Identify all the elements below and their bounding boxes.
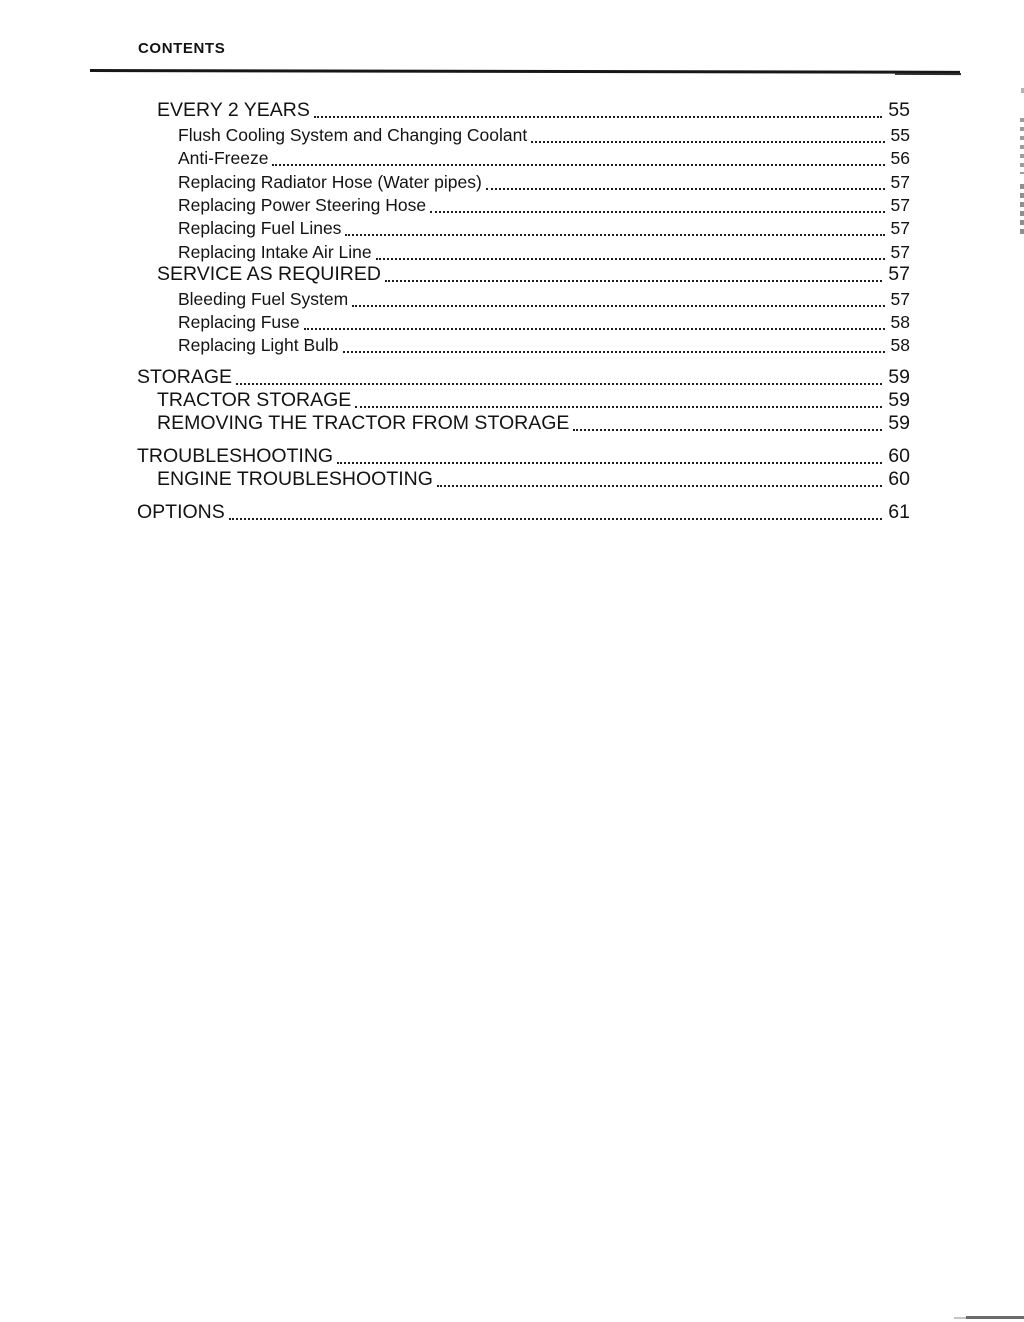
toc-entry: [137, 239, 910, 262]
toc-entry-page: 60: [888, 444, 910, 467]
toc-entry-page: 58: [890, 311, 910, 332]
toc-entry: [137, 500, 910, 523]
toc-leader-dots: [355, 406, 882, 408]
toc-entry-label: EVERY 2 YEARS: [157, 99, 310, 122]
toc-entry: [137, 286, 910, 309]
toc-entry-label: ENGINE TROUBLESHOOTING: [157, 468, 433, 491]
scan-artifact-corner-line: [966, 1316, 1024, 1319]
header-divider-line-end: [895, 73, 961, 75]
toc-entry: [137, 333, 910, 356]
toc-entry-label: Replacing Fuel Lines: [178, 218, 342, 239]
toc-leader-dots: [229, 518, 883, 520]
toc-entry-label: Replacing Intake Air Line: [178, 241, 372, 262]
toc-entry-label: Replacing Radiator Hose (Water pipes): [178, 171, 482, 192]
toc-entry-page: 59: [888, 389, 910, 412]
toc-entry-page: 57: [890, 171, 910, 192]
toc-entry: [137, 444, 910, 467]
toc-leader-dots: [304, 328, 885, 330]
toc-leader-dots: [430, 211, 884, 213]
toc-entry: [137, 146, 910, 169]
toc-entry-page: 59: [888, 365, 910, 388]
toc-leader-dots: [314, 116, 882, 118]
toc-leader-dots: [486, 188, 885, 190]
header-divider-line: [90, 69, 960, 74]
toc-entry-label: Flush Cooling System and Changing Coolant: [178, 124, 528, 145]
toc-leader-dots: [385, 280, 882, 282]
toc-entry-page: 55: [890, 124, 910, 145]
toc-entry-label: STORAGE: [137, 365, 232, 388]
toc-entry-label: Replacing Fuse: [178, 311, 300, 332]
toc-entry-page: 58: [890, 335, 910, 356]
toc-entry-label: Replacing Power Steering Hose: [178, 194, 427, 215]
toc-entry-page: 59: [888, 412, 910, 435]
toc-leader-dots: [531, 141, 884, 143]
toc-entry: [137, 216, 910, 239]
toc-entry-label: TRACTOR STORAGE: [157, 389, 352, 412]
toc-entry: [137, 99, 910, 122]
toc-entry: [137, 263, 910, 286]
toc-entry-label: Bleeding Fuel System: [178, 288, 349, 309]
toc-entry-page: 61: [888, 500, 910, 523]
scan-artifact-edge-strip: [1020, 118, 1024, 174]
toc-entry-label: Anti-Freeze: [178, 148, 269, 169]
toc-leader-dots: [437, 485, 882, 487]
toc-entry-label: SERVICE AS REQUIRED: [157, 263, 381, 286]
toc-entry-label: Replacing Light Bulb: [178, 335, 339, 356]
toc-entry-label: REMOVING THE TRACTOR FROM STORAGE: [157, 412, 570, 435]
toc-leader-dots: [345, 234, 884, 236]
toc-leader-dots: [236, 383, 882, 385]
toc-leader-dots: [343, 351, 885, 353]
toc-entry-page: 60: [888, 468, 910, 491]
scan-artifact-edge-strip: [1020, 184, 1024, 234]
toc-entry: [137, 193, 910, 216]
toc-entry: [137, 169, 910, 192]
toc-entry-page: 57: [890, 218, 910, 239]
toc-leader-dots: [376, 258, 885, 260]
toc-entry: [137, 122, 910, 145]
toc-entry: [137, 365, 910, 388]
toc-entry-label: TROUBLESHOOTING: [137, 444, 334, 467]
toc-entry: [137, 468, 910, 491]
toc-entry-page: 57: [890, 194, 910, 215]
toc-leader-dots: [272, 164, 884, 166]
toc-entry-page: 57: [888, 263, 910, 286]
page-title: CONTENTS: [138, 40, 226, 57]
toc-entry-label: OPTIONS: [137, 500, 225, 523]
toc-entry-page: 55: [888, 99, 910, 122]
toc-entry-page: 57: [890, 241, 910, 262]
toc-entry: [137, 310, 910, 333]
scan-artifact-corner-line: [954, 1317, 966, 1319]
toc-leader-dots: [352, 305, 884, 307]
toc-leader-dots: [573, 429, 882, 431]
toc-list: [137, 99, 910, 524]
toc-leader-dots: [337, 462, 882, 464]
toc-entry-page: 56: [890, 148, 910, 169]
toc-entry-page: 57: [890, 288, 910, 309]
toc-entry: [137, 389, 910, 412]
toc-entry: [137, 412, 910, 435]
